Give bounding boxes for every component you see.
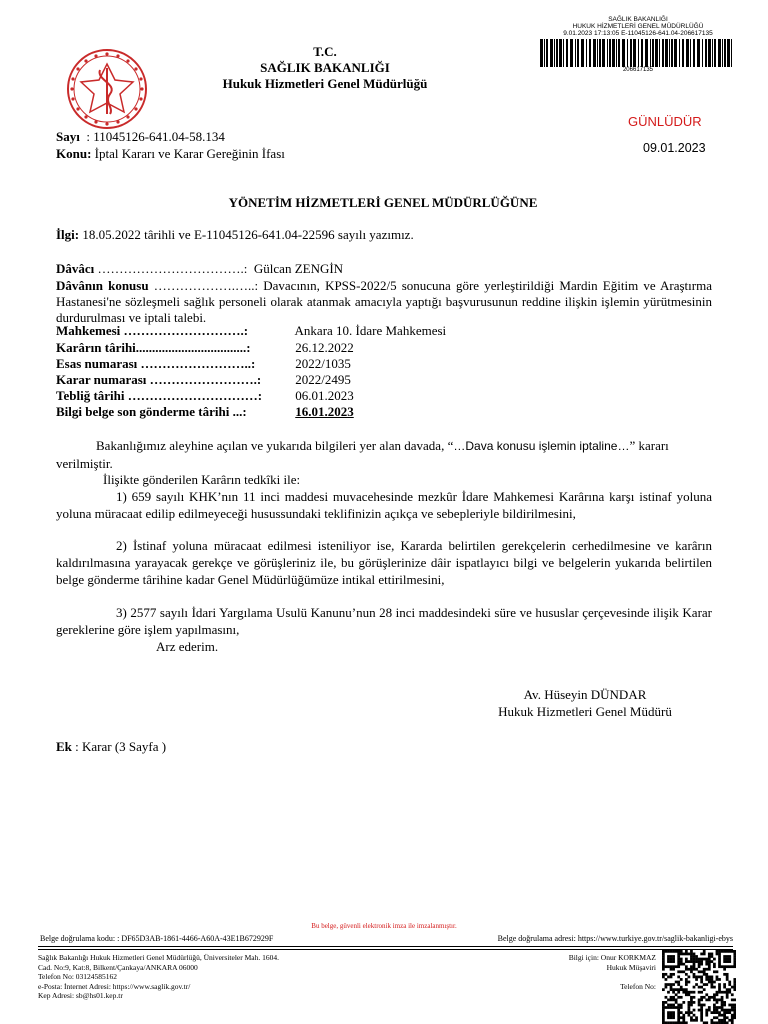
barcode-line-1: SAĞLIK BAKANLIĞI [608, 16, 668, 23]
letterhead-department: Hukuk Hizmetleri Genel Müdürlüğü [222, 76, 428, 91]
case-row [56, 323, 446, 339]
footer-divider [38, 949, 733, 950]
contact-phone: Telefon No: [620, 981, 656, 991]
signatory-name: Av. Hüseyin DÜNDAR [523, 687, 647, 702]
barcode-icon [540, 39, 736, 67]
kep-address: Kep Adresi: sb@hs01.kep.tr [38, 991, 123, 1000]
verification-url[interactable]: Belge doğrulama adresi: https://www.turkiye.gov.tr/saglik-bakanligi-ebys [497, 934, 733, 943]
case-subject [56, 278, 712, 326]
barcode-number: 206617135 [622, 67, 654, 73]
barcode-line-2: HUKUK HİZMETLERİ GENEL MÜDÜRLÜĞÜ [572, 23, 704, 30]
signature-block [480, 686, 690, 720]
list-item-2: 2) İstinaf yoluna müracaat edilmesi isteniliyor ise, Kararda belirtilen gerekçelerin cerhedilmesine ve karârın kaldırılmasına yarayacak gerekçe ve görüşleriniz ile, bu görüşlerinize dâir ispatlayıcı bilgi ve belgelerin yukarıda belirtilen belge gönderme târihine kadar Genel Müdürlüğümüze intikal ettirilmesini, [56, 538, 712, 587]
konu-value: İptal Kararı ve Karar Gereğinin İfası [94, 146, 285, 161]
urgency-stamp: GÜNLÜDÜR [628, 114, 702, 129]
contact-person: Bilgi için: Onur KORKMAZ [568, 953, 656, 962]
sayi-label: Sayı [56, 129, 80, 144]
ilgi-value: 18.05.2022 târihli ve E-11045126-641.04-22596 sayılı yazımız. [82, 227, 414, 242]
plaintiff-dots: …………………………….: [97, 261, 248, 276]
case-number-value: 2022/1035 [295, 356, 351, 371]
plaintiff-label: Dâvâcı [56, 261, 95, 276]
ilgi-label: İlgi: [56, 227, 80, 242]
court-value: Ankara 10. İdare Mahkemesi [294, 323, 447, 338]
case-row [56, 404, 354, 420]
case-row [56, 340, 354, 356]
web-address[interactable]: e-Posta: İnternet Adresi: https://www.saglik.gov.tr/ [38, 981, 191, 991]
paragraph-text: ” kararı verilmiştir. [56, 438, 669, 471]
contact-role: Hukuk Müşaviri [606, 962, 656, 972]
reference-number [56, 129, 225, 145]
case-row [56, 372, 351, 388]
decision-number-label: Karar numarası …………………….: [56, 372, 262, 387]
attachment [56, 739, 166, 755]
closing: Arz ederim. [156, 639, 219, 654]
barcode-line-3: 9.01.2023 17:13:05 E-11045126-641.04-206617135 [563, 30, 713, 37]
case-subject-dots: ……………….…..: [153, 278, 259, 293]
qr-code-icon [662, 950, 736, 1024]
plaintiff-value: Gülcan ZENGİN [253, 261, 344, 276]
case-subject-value: Davacının, KPSS-2022/5 sonucuna göre yerleştirildiği Mardin Eğitim ve Araştırma Hastanesi'ne sözleşmeli sağlık personeli olarak atanmak amacıyla yaptığı başvurusunun reddine ilişkin işlemin yürütmesinin durdurulması ve iptali talebi. [56, 278, 712, 325]
address-line-1: Sağlık Bakanlığı Hukuk Hizmetleri Genel Müdürlüğü, Üniversiteler Mah. 1604. [38, 953, 279, 962]
letterhead-tc: T.C. [313, 44, 337, 59]
notification-date-value: 06.01.2023 [295, 388, 354, 403]
list-item-3: 3) 2577 sayılı İdari Yargılama Usulü Kanunu’nun 28 inci maddesindeki süre ve hususlar çerçevesinde ilişik Karar gereklerine göre işlem yapılmasını, [56, 605, 712, 637]
notification-date-label: Tebliğ târihi …………………………: [56, 388, 263, 403]
sayi-value: : 11045126-641.04-58.134 [86, 129, 225, 144]
subject [56, 146, 285, 162]
letterhead-ministry: SAĞLIK BAKANLIĞI [260, 60, 390, 75]
case-subject-label: Dâvânın konusu [56, 278, 149, 293]
verification-code: Belge doğrulama kodu: : DF65D3AB-1861-4466-A60A-43E1B672929F [40, 934, 274, 943]
paragraph-text: Bakanlığımız aleyhine açılan ve yukarıda bilgileri yer alan davada, “ [96, 438, 454, 453]
decision-quote: …Dava konusu işlemin iptaline… [453, 439, 630, 453]
footer-divider [38, 946, 733, 947]
signatory-title: Hukuk Hizmetleri Genel Müdürü [498, 704, 672, 719]
ministry-logo-icon [66, 48, 148, 130]
letterhead [200, 44, 450, 92]
decision-date-value: 26.12.2022 [295, 340, 354, 355]
attachment-label: Ek [56, 739, 72, 754]
footer-address [38, 953, 279, 1001]
addressee: YÖNETİM HİZMETLERİ GENEL MÜDÜRLÜĞÜNE [228, 195, 538, 210]
deadline-label: Bilgi belge son gönderme târihi ...: [56, 404, 247, 419]
verification-line [40, 934, 733, 943]
list-item-1: 1) 659 sayılı KHK’nın 11 inci maddesi muvacehesinde mezkûr İdare Mahkemesi Karârına karşı istinaf yoluna yoluna müracaat edilip edilmeyeceği husussundaki teklifinizin açıkça ve sebepleriyle bildirilmesini, [56, 489, 712, 521]
case-number-label: Esas numarası ……………………..: [56, 356, 256, 371]
konu-label: Konu: [56, 146, 92, 161]
reference [56, 227, 414, 243]
attachment-value: : Karar (3 Sayfa ) [75, 739, 167, 754]
document-date: 09.01.2023 [643, 141, 706, 155]
phone: Telefon No: 03124585162 [38, 972, 118, 981]
footer-contact [520, 953, 656, 991]
body-paragraph-1 [56, 437, 712, 472]
barcode-block [538, 16, 738, 73]
e-signature-notice: Bu belge, güvenli elektronik imza ile imzalanmıştır. [311, 922, 457, 930]
decision-number-value: 2022/2495 [295, 372, 351, 387]
decision-date-label: Karârın târihi..................................: [56, 340, 251, 355]
address-line-2: Cad. No:9, Kat:8, Bilkent/Çankaya/ANKARA 06000 [38, 962, 198, 972]
body-paragraph-2: İlişikte gönderilen Karârın tedkîki ile: [103, 472, 301, 487]
case-row [56, 388, 354, 404]
court-label: Mahkemesi ……………………….: [56, 323, 249, 338]
case-plaintiff [56, 261, 343, 277]
case-row [56, 356, 351, 372]
deadline-value: 16.01.2023 [295, 404, 354, 419]
